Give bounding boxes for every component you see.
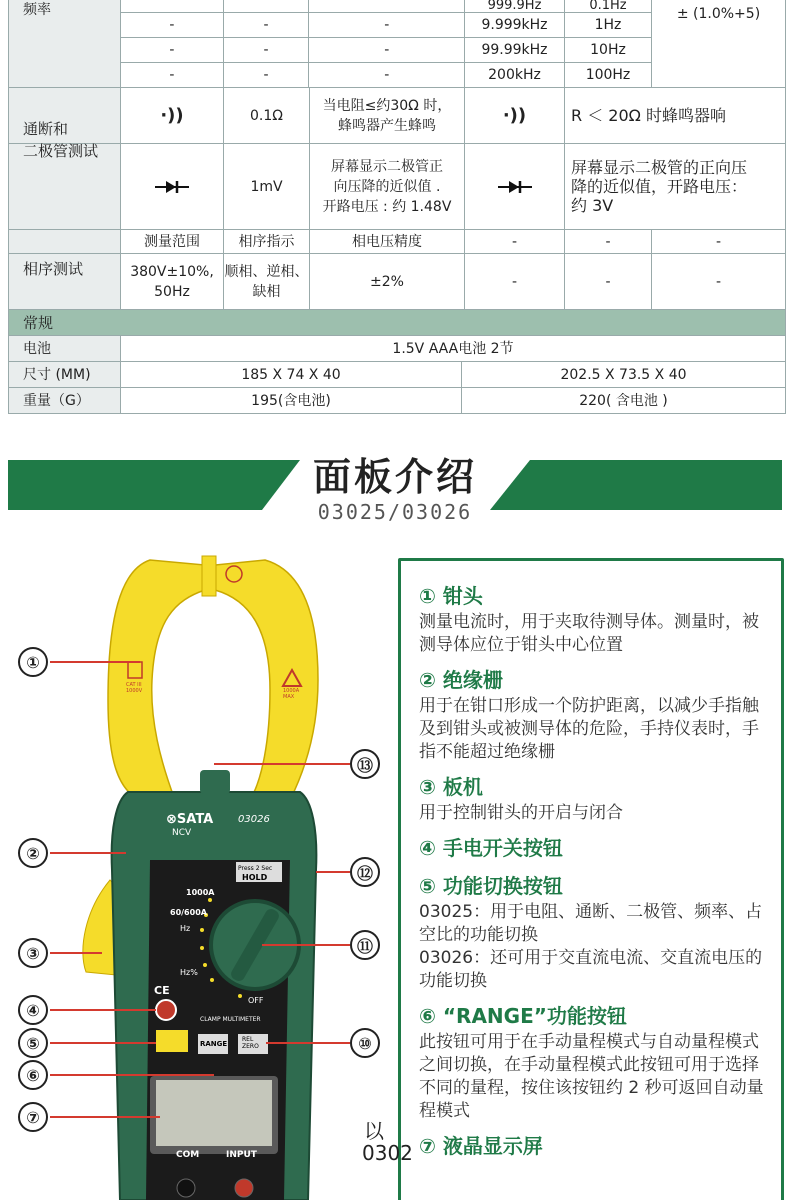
phase-dash: -	[565, 230, 652, 253]
continuity-row	[9, 88, 785, 144]
item-title-4: ④ 手电开关按钮	[419, 836, 563, 860]
callout-line	[50, 1009, 156, 1011]
freq-range: 9.999kHz	[465, 13, 564, 38]
phase-h1: 测量范围	[121, 230, 224, 253]
hold-hint: Press 2 Sec	[238, 865, 273, 872]
callout-6: ⑥	[18, 1060, 48, 1090]
clamp-meter-illustration	[0, 540, 413, 1200]
item-desc-1: 测量电流时，用于夹取待测导体。测量时，被测导体应位于钳头中心位置	[419, 612, 759, 655]
size-label: 尺寸 (MM)	[9, 362, 121, 387]
weight-b: 220( 含电池 )	[579, 392, 668, 409]
freq-cell: -	[224, 63, 310, 87]
cat-label: CAT III 1000V	[126, 682, 143, 694]
callout-2: ②	[18, 838, 48, 868]
weight-label: 重量（G）	[9, 388, 121, 413]
callout-4: ④	[18, 995, 48, 1025]
weight-row	[9, 388, 785, 414]
clamp-jaw-left	[108, 560, 205, 800]
freq-cell: -	[121, 38, 224, 62]
dial-hz-percent: Hz%	[180, 968, 198, 977]
phase-v1: 380V±10%, 50Hz	[121, 254, 224, 309]
input-jack	[235, 1179, 253, 1197]
brand-logo: ⊗SATA	[166, 812, 214, 827]
clamp-multimeter-label: CLAMP MULTIMETER	[200, 1016, 261, 1023]
com-label: COM	[176, 1150, 200, 1160]
jaw-tip	[202, 556, 216, 596]
phase-dash: -	[465, 230, 565, 253]
select-button	[156, 1030, 188, 1052]
vertical-note: 以 0302	[362, 1119, 413, 1165]
range-label: RANGE	[200, 1040, 228, 1048]
freq-res: 10Hz	[565, 38, 651, 63]
size-b: 202.5 X 73.5 X 40	[560, 366, 687, 383]
freq-cell: -	[384, 67, 390, 83]
item-desc-3: 用于控制钳头的开启与闭合	[419, 803, 623, 823]
general-section-row	[9, 310, 785, 336]
item-title-6: ⑥ “RANGE”功能按钮	[419, 1004, 627, 1028]
general-section-label: 常规	[23, 313, 54, 332]
item-title-7: ⑦ 液晶显示屏	[419, 1134, 543, 1158]
buzzer-desc-2: R ＜ 20Ω 时蜂鸣器响	[571, 105, 726, 125]
callout-line	[50, 1042, 156, 1044]
diode-row	[9, 144, 785, 230]
dial-1000a: 1000A	[186, 888, 215, 897]
freq-res: 1Hz	[565, 13, 651, 38]
continuity-label-text: 通断和 二极管测试	[23, 120, 99, 160]
com-jack	[177, 1179, 195, 1197]
freq-label: 频率	[9, 0, 121, 87]
freq-res: 100Hz	[585, 67, 631, 83]
phase-label-spacer	[9, 230, 121, 253]
freq-cell: -	[384, 17, 390, 33]
freq-cell: -	[224, 13, 310, 37]
diode-icon	[465, 144, 565, 229]
callout-line	[214, 763, 350, 765]
buzzer-icon: ·))	[121, 88, 224, 143]
diode-icon	[121, 144, 224, 229]
rel-label: REL ZERO	[242, 1036, 259, 1050]
flashlight-button	[156, 1000, 176, 1020]
item-title-1: ① 钳头	[419, 584, 483, 608]
freq-block	[9, 0, 785, 88]
item-title-5: ⑤ 功能切换按钮	[419, 874, 563, 898]
phase-h2: 相序指示	[224, 230, 310, 253]
phase-dash: -	[715, 273, 722, 290]
dial-off: OFF	[248, 996, 264, 1005]
callout-line	[316, 871, 350, 873]
freq-accuracy: ± (1.0%+5)	[676, 6, 761, 22]
callout-11: ⑪	[350, 930, 380, 960]
item-title-2: ② 绝缘栅	[419, 668, 503, 692]
freq-range: 200kHz	[488, 67, 541, 83]
jaw-mechanism	[200, 770, 230, 794]
callout-3: ③	[18, 938, 48, 968]
battery-value: 1.5V AAA电池 2节	[392, 340, 514, 357]
callout-12: ⑫	[350, 857, 380, 887]
callout-line	[262, 944, 350, 946]
callout-13: ⑬	[350, 749, 380, 779]
ncv-label: NCV	[172, 828, 192, 838]
item-desc-5: 03025：用于电阻、通断、二极管、频率、占空比的功能切换 03026：还可用于交直流电流、交直流电压的功能切换	[419, 902, 763, 991]
item-title-3: ③ 板机	[419, 775, 483, 799]
callout-line	[50, 1074, 214, 1076]
phase-label: 相序测试	[23, 260, 84, 278]
battery-label: 电池	[9, 336, 121, 361]
callout-10: ⑩	[350, 1028, 380, 1058]
section-subtitle: 03025/03026	[317, 500, 473, 524]
callout-line	[266, 1042, 350, 1044]
phase-value-row	[9, 254, 785, 310]
input-label: INPUT	[226, 1150, 257, 1160]
phase-header-row	[9, 230, 785, 254]
freq-cell: -	[121, 13, 224, 37]
buzzer-resolution: 0.1Ω	[224, 88, 310, 143]
dial-600a: 60/600A	[170, 908, 207, 917]
hold-label: HOLD	[242, 873, 268, 882]
freq-cell: -	[224, 38, 310, 62]
ce-mark: CE	[154, 984, 170, 997]
item-desc-2: 用于在钳口形成一个防护距离，以减少手指触及到钳头或被测导体的危险，手持仪表时，手指不能超过绝缘栅	[419, 696, 759, 762]
freq-cell: -	[384, 42, 390, 58]
callout-line	[50, 952, 102, 954]
size-row	[9, 362, 785, 388]
model-label: 03026	[238, 814, 270, 825]
lcd-screen	[156, 1080, 272, 1146]
spec-table	[8, 0, 786, 414]
callout-7: ⑦	[18, 1102, 48, 1132]
weight-a: 195(含电池)	[121, 388, 462, 413]
callout-1: ①	[18, 647, 48, 677]
phase-v3: ±2%	[310, 254, 465, 309]
phase-dash: -	[465, 254, 565, 309]
section-title: 面板介绍	[312, 455, 477, 499]
battery-row	[9, 336, 785, 362]
diode-resolution: 1mV	[224, 144, 310, 229]
size-a: 185 X 74 X 40	[121, 362, 462, 387]
phase-h3: 相电压精度	[310, 230, 465, 253]
description-panel	[398, 558, 784, 1200]
callout-line	[50, 852, 126, 854]
freq-range-top: 999.9Hz	[465, 0, 564, 13]
buzzer-icon: ·))	[465, 88, 565, 143]
phase-dash: -	[715, 233, 722, 250]
max-label: 1000A MAX	[283, 688, 300, 700]
diode-desc-2: 屏幕显示二极管的正向压 降的近似值，开路电压： 约 3V	[571, 158, 748, 215]
callout-5: ⑤	[18, 1028, 48, 1058]
freq-range: 99.99kHz	[465, 38, 564, 63]
freq-cell: -	[121, 63, 224, 87]
buzzer-desc: 当电阻≤约30Ω 时， 蜂鸣器产生蜂鸣	[310, 88, 465, 143]
freq-res-top: 0.1Hz	[565, 0, 651, 13]
callout-line	[50, 1116, 160, 1118]
item-desc-6: 此按钮可用于在手动量程模式与自动量程模式之间切换，在手动量程模式此按钮可用于选择不同的量程，按住该按钮约 2 秒可返回自动量程模式	[419, 1032, 764, 1121]
dial-hz: Hz	[180, 924, 191, 933]
callout-line	[50, 661, 140, 663]
phase-dash: -	[565, 254, 652, 309]
diode-desc: 屏幕显示二极管正 向压降的近似值 . 开路电压 : 约 1.48V	[310, 144, 465, 229]
phase-v2: 顺相、逆相、 缺相	[224, 254, 310, 309]
